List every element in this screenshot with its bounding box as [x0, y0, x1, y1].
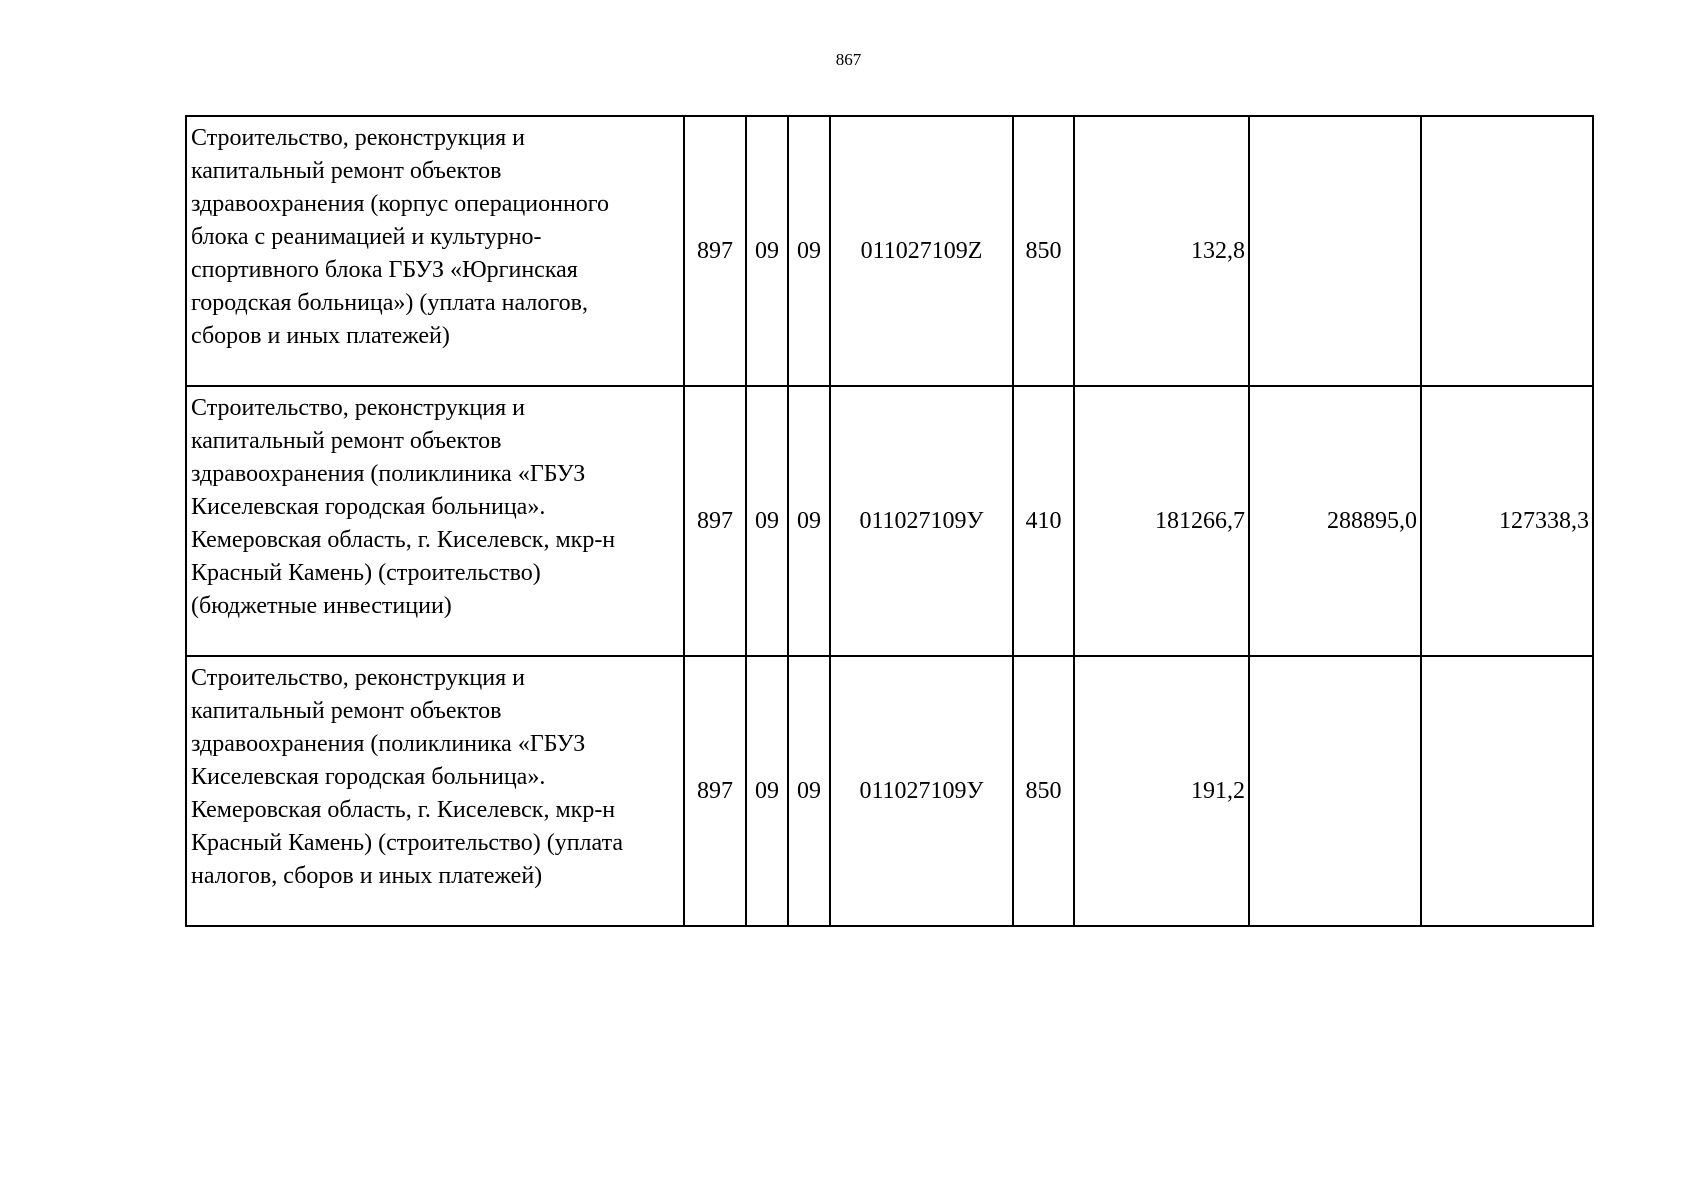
description-line: налогов, сборов и иных платежей)	[191, 863, 543, 889]
description-line: капитальный ремонт объектов	[191, 698, 502, 724]
target-article-cell: 011027109У	[830, 386, 1013, 656]
description-line: Киселевская городская больница».	[191, 764, 546, 790]
description-line: здравоохранения (поликлиника «ГБУЗ	[191, 461, 586, 487]
expense-type-cell: 850	[1013, 116, 1074, 386]
amount-cell-2: 288895,0	[1249, 386, 1421, 656]
table-row	[186, 656, 1593, 926]
section-code-cell: 09	[746, 656, 788, 926]
expense-type-cell: 410	[1013, 386, 1074, 656]
ministry-code-cell: 897	[684, 656, 746, 926]
description-line: капитальный ремонт объектов	[191, 158, 502, 184]
subsection-code-cell: 09	[788, 116, 830, 386]
description-line: Кемеровская область, г. Киселевск, мкр-н	[191, 797, 616, 823]
table-row	[186, 386, 1593, 656]
description-line: Красный Камень) (строительство) (уплата	[191, 830, 623, 856]
ministry-code-cell: 897	[684, 116, 746, 386]
section-code-cell: 09	[746, 386, 788, 656]
section-code-cell: 09	[746, 116, 788, 386]
subsection-code-cell: 09	[788, 386, 830, 656]
description-cell	[186, 116, 684, 386]
description-line: Строительство, реконструкция и	[191, 395, 525, 421]
description-line: городская больница») (уплата налогов,	[191, 290, 588, 316]
description-cell	[186, 386, 684, 656]
page-number: 867	[835, 50, 862, 69]
description-line: Красный Камень) (строительство)	[191, 560, 541, 586]
target-article-cell: 011027109Z	[830, 116, 1013, 386]
description-cell	[186, 656, 684, 926]
description-line: блока с реанимацией и культурно-	[191, 224, 542, 250]
target-article-cell: 011027109У	[830, 656, 1013, 926]
amount-cell-2	[1249, 656, 1421, 926]
amount-cell-3	[1421, 656, 1593, 926]
description-line: капитальный ремонт объектов	[191, 428, 502, 454]
description-line: Строительство, реконструкция и	[191, 125, 525, 151]
description-line: (бюджетные инвестиции)	[191, 593, 452, 619]
amount-cell-1: 191,2	[1074, 656, 1249, 926]
description-line: сборов и иных платежей)	[191, 323, 450, 349]
amount-cell-1: 132,8	[1074, 116, 1249, 386]
amount-cell-3	[1421, 116, 1593, 386]
ministry-code-cell: 897	[684, 386, 746, 656]
amount-cell-2	[1249, 116, 1421, 386]
description-line: здравоохранения (корпус операционного	[191, 191, 610, 217]
amount-cell-3: 127338,3	[1421, 386, 1593, 656]
description-line: Строительство, реконструкция и	[191, 665, 525, 691]
table-row	[186, 116, 1593, 386]
description-line: Киселевская городская больница».	[191, 494, 546, 520]
amount-cell-1: 181266,7	[1074, 386, 1249, 656]
description-line: спортивного блока ГБУЗ «Юргинская	[191, 257, 578, 283]
expense-type-cell: 850	[1013, 656, 1074, 926]
budget-table	[185, 115, 1594, 927]
description-line: здравоохранения (поликлиника «ГБУЗ	[191, 731, 586, 757]
subsection-code-cell: 09	[788, 656, 830, 926]
description-line: Кемеровская область, г. Киселевск, мкр-н	[191, 527, 616, 553]
